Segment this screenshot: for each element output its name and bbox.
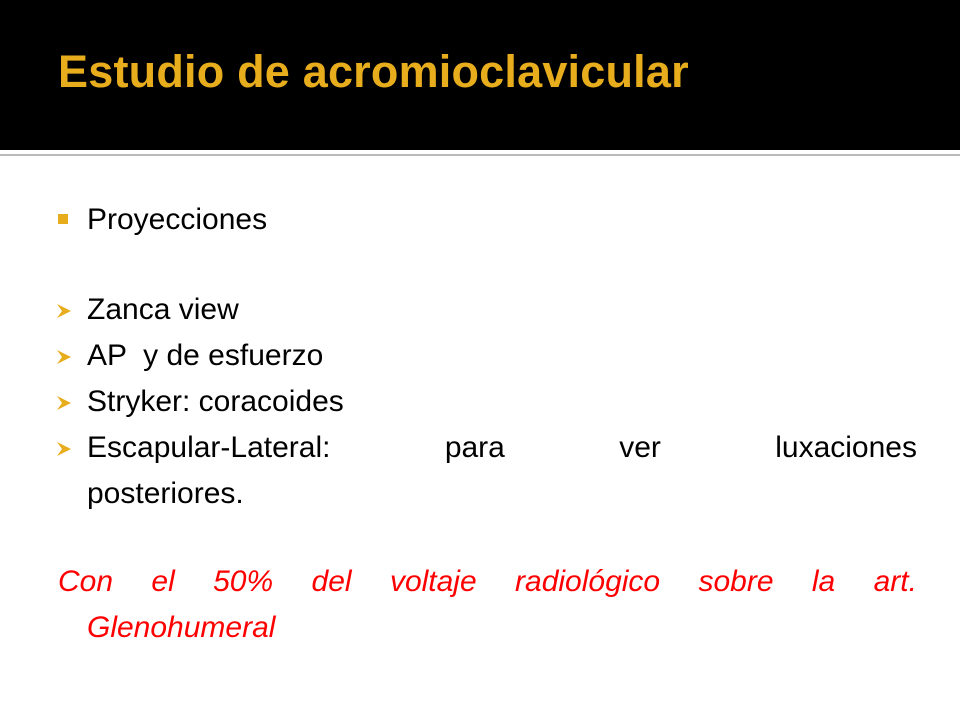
slide-title: Estudio de acromioclavicular: [58, 46, 689, 97]
square-bullet-icon: [58, 214, 68, 224]
heading-item: Proyecciones: [87, 203, 268, 236]
list-item-word: para: [444, 431, 505, 464]
list-item: Zanca view: [87, 293, 239, 326]
list-item-escapular: [87, 430, 917, 466]
note-word: el: [151, 565, 175, 598]
list-item: AP y de esfuerzo: [87, 339, 324, 372]
note-word: la: [811, 565, 836, 598]
arrowhead-bullet-icon: [55, 394, 73, 412]
slide-body: [0, 156, 960, 720]
title-bar: [0, 0, 960, 150]
note-line-2: Glenohumeral: [87, 611, 276, 644]
arrowhead-bullet-icon: [55, 440, 73, 458]
note-word: radiológico: [515, 565, 661, 598]
note-line-1: [58, 564, 917, 600]
note-word: art.: [873, 565, 917, 598]
list-item-word: Escapular-Lateral:: [87, 431, 331, 464]
arrowhead-bullet-icon: [55, 302, 73, 320]
note-word: del: [311, 565, 352, 598]
arrowhead-bullet-icon: [55, 348, 73, 366]
note-word: 50%: [213, 565, 274, 598]
list-item: Stryker: coracoides: [87, 385, 344, 418]
note-word: sobre: [698, 565, 774, 598]
list-item-word: luxaciones: [775, 431, 917, 464]
list-item-word: ver: [619, 431, 661, 464]
note-word: Con: [58, 565, 114, 598]
note-word: voltaje: [389, 565, 477, 598]
list-item-continuation: posteriores.: [87, 477, 244, 510]
